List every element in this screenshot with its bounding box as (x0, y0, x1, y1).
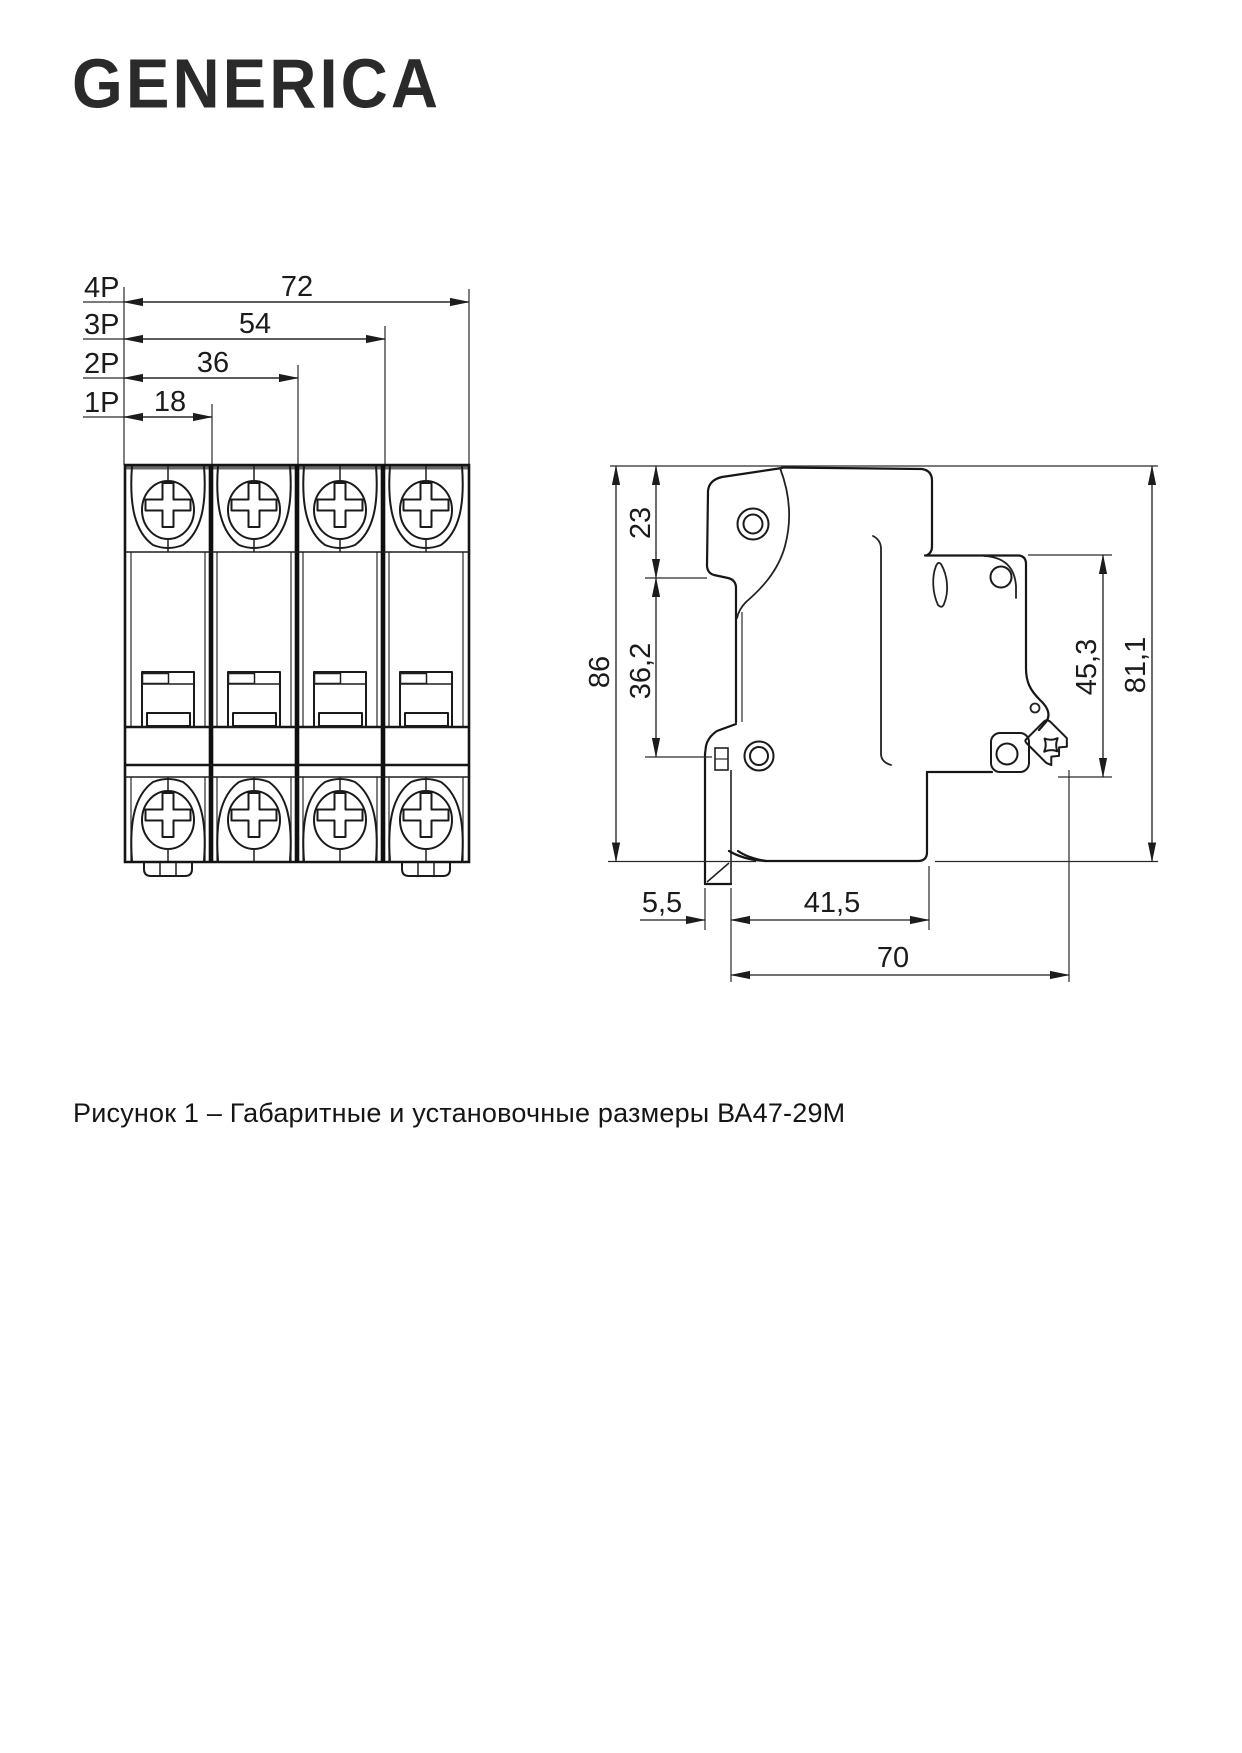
pole-config-label: 2P (84, 348, 120, 380)
handle-grip (405, 713, 448, 726)
terminal-lobe-inner (737, 468, 789, 618)
dim-81-1 (1120, 466, 1152, 862)
width-18-value: 18 (153, 386, 187, 418)
side-dimensions (584, 466, 1158, 982)
pole-config-label: 4P (84, 272, 120, 304)
latch-body (1024, 718, 1072, 766)
pole-3 (303, 466, 376, 861)
terminal-lobe-top (707, 468, 782, 722)
handle-notch (143, 674, 169, 684)
height-86-value: 86 (584, 655, 616, 689)
dim-86 (584, 466, 616, 862)
din-foot-left (144, 862, 192, 876)
din-foot-right (402, 862, 450, 876)
phillips-cross-icon (146, 793, 191, 837)
dim-81-1-value: 81,1 (1120, 636, 1152, 694)
front-dim-3p (83, 308, 385, 465)
handle-notch (229, 674, 255, 684)
dim-45-3-value: 45,3 (1071, 638, 1103, 696)
phillips-cross-icon (232, 793, 277, 837)
phillips-cross-icon (146, 483, 191, 527)
latch-star-cutout (1038, 732, 1064, 758)
terminal-screw-bottom (745, 742, 774, 771)
handle-grip (319, 713, 362, 726)
top-surface (782, 468, 932, 556)
pole-4 (389, 466, 462, 861)
rear-panel-edge (925, 556, 1048, 731)
side-view-breaker-body (705, 468, 1073, 885)
handle-notch (401, 674, 427, 684)
pole-dividers (211, 465, 383, 862)
pivot-hole (1031, 704, 1040, 713)
phillips-cross-icon (318, 483, 363, 527)
pole-1 (131, 466, 204, 861)
dim-70-value: 70 (876, 942, 910, 974)
handle-grip (147, 713, 190, 726)
dim-45-3 (1071, 555, 1103, 777)
dim-23-value: 23 (625, 506, 657, 540)
dim-36-2 (625, 578, 657, 757)
din-latch-icon (1024, 718, 1072, 766)
front-dim-4p (83, 271, 469, 465)
phillips-cross-icon (404, 483, 449, 527)
panel-screw-hole-bottom (997, 744, 1018, 765)
bottom-edge (738, 772, 927, 861)
curved-slot (933, 563, 947, 607)
dim-70 (731, 942, 1069, 975)
brand-logo: GENERICA (72, 45, 442, 123)
phillips-cross-icon (232, 483, 277, 527)
dim-23 (625, 466, 657, 578)
dim-5-5 (640, 887, 705, 920)
panel-screw-hole-top (991, 567, 1012, 588)
terminal-screw-top (738, 509, 769, 540)
phillips-cross-icon (404, 793, 449, 837)
pole-config-label: 3P (84, 309, 120, 341)
figure-caption: Рисунок 1 – Габаритные и установочные размеры ВА47-29М (73, 1098, 846, 1128)
pole-config-label: 1P (84, 387, 120, 419)
phillips-cross-icon (318, 793, 363, 837)
width-36-value: 36 (196, 347, 230, 379)
pole-2 (217, 466, 290, 861)
handle-grip (233, 713, 276, 726)
dim-41-5 (731, 887, 929, 920)
front-dim-1p (83, 386, 212, 465)
front-dimensions (83, 271, 469, 465)
width-72-value: 72 (280, 271, 314, 303)
dim-41-5-value: 41,5 (803, 887, 861, 919)
handle-notch (315, 674, 341, 684)
din-clip-tooth (705, 724, 736, 754)
dim-36-2-value: 36,2 (625, 642, 657, 700)
front-view-breaker-body (125, 465, 469, 876)
width-54-value: 54 (238, 308, 272, 340)
case-parting-line (873, 536, 891, 765)
dim-5-5-value: 5,5 (641, 887, 683, 919)
